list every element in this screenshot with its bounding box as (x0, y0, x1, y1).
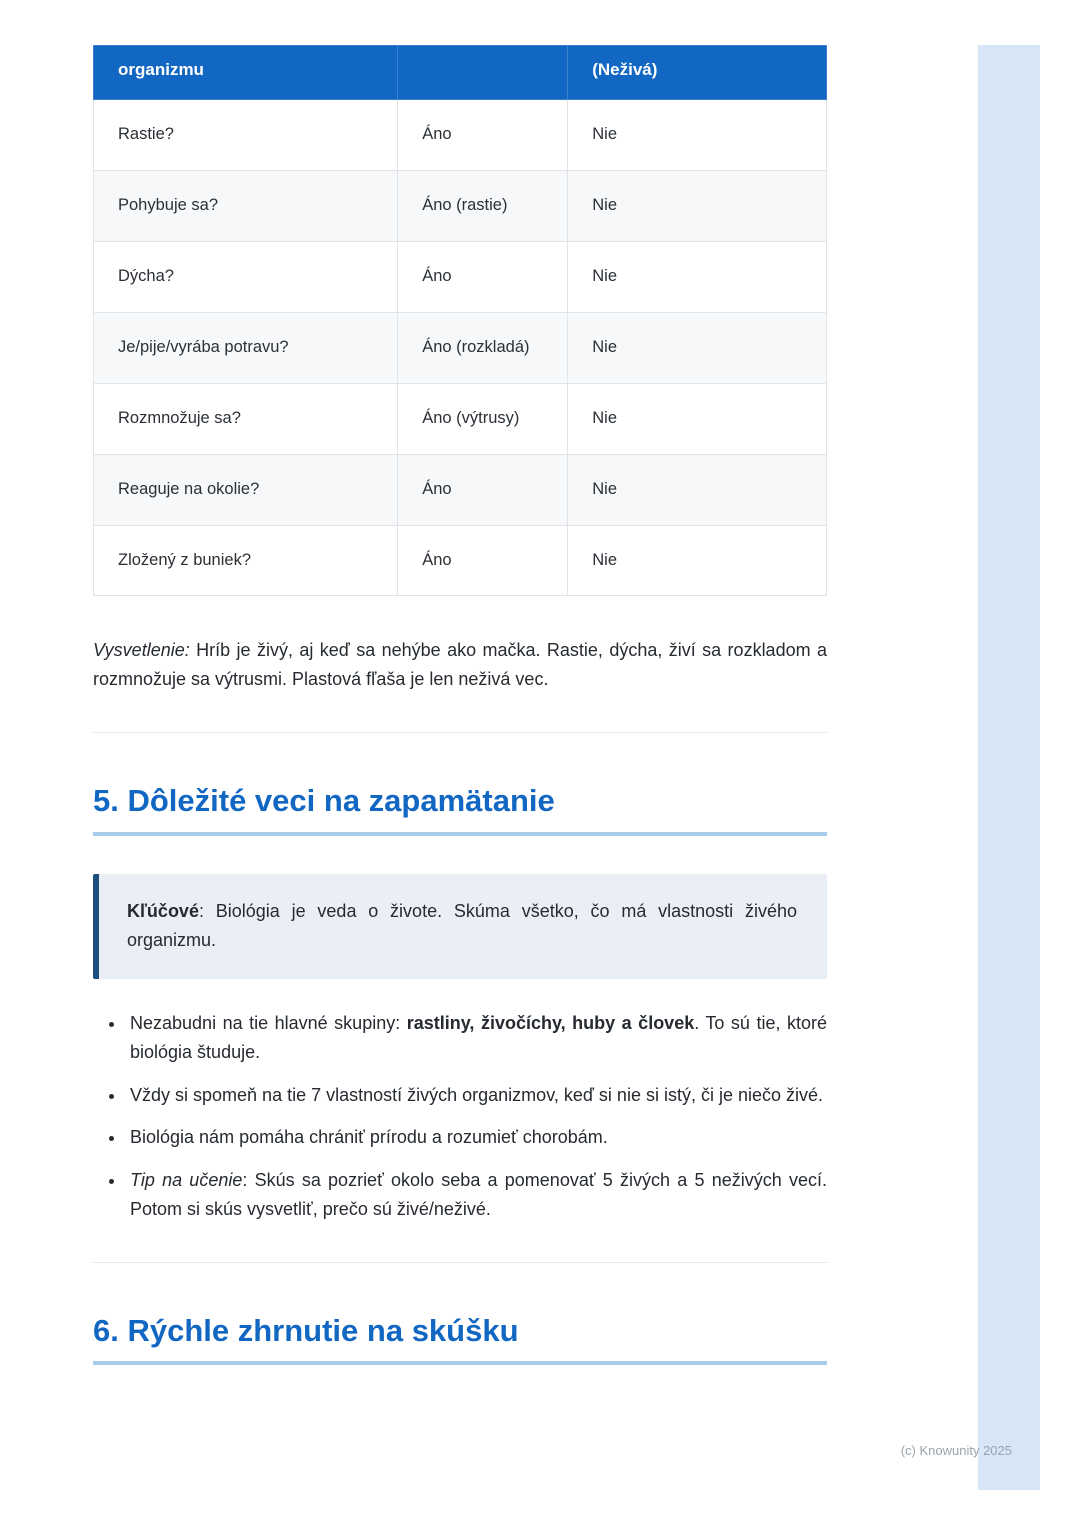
explanation-label: Vysvetlenie: (93, 640, 190, 661)
callout-label: Kľúčové (127, 900, 199, 921)
key-points-list (93, 1009, 827, 1224)
nonliving-cell: Nie (568, 312, 827, 383)
bullet-text: . To sú tie, ktoré biológia študuje. (130, 1013, 827, 1062)
property-cell: Reaguje na okolie? (94, 454, 398, 525)
property-cell: Je/pije/vyrába potravu? (94, 312, 398, 383)
nonliving-cell: Nie (568, 383, 827, 454)
nonliving-cell: Nie (568, 100, 827, 171)
properties-comparison-table (93, 45, 827, 596)
living-cell: Áno (rozkladá) (398, 312, 568, 383)
list-item (126, 1123, 827, 1152)
nonliving-cell: Nie (568, 454, 827, 525)
table-row (94, 454, 827, 525)
table-row (94, 383, 827, 454)
table-row (94, 170, 827, 241)
section-5-title: 5. Dôležité veci na zapamätanie (93, 783, 827, 836)
living-cell: Áno (výtrusy) (398, 383, 568, 454)
key-point-callout (93, 874, 827, 979)
table-header-row (94, 46, 827, 100)
bullet-text: : Skús sa pozrieť okolo seba a pomenovať 5 živých a 5 neživých vecí. Potom si skús vysvetliť, prečo sú živé/neživé. (130, 1170, 827, 1220)
section-divider (93, 1262, 827, 1263)
table-row (94, 312, 827, 383)
bullet-text: Vždy si spomeň na tie 7 vlastností živých organizmov, keď si nie si istý, či je niečo živé. (130, 1084, 824, 1105)
table-row (94, 241, 827, 312)
bullet-italic-text: Tip na učenie (130, 1170, 243, 1191)
col-header-nonliving: (Neživá) (568, 46, 827, 100)
bullet-text: Biológia nám pomáha chrániť prírodu a rozumieť chorobám. (130, 1127, 608, 1148)
list-item (126, 1166, 827, 1224)
callout-text: : Biológia je veda o živote. Skúma všetko, čo má vlastnosti živého organizmu. (127, 900, 797, 951)
watermark-text: (c) Knowunity 2025 (900, 1443, 1012, 1458)
bullet-bold-text: rastliny, živočíchy, huby a človek (406, 1013, 695, 1034)
explanation-paragraph (93, 636, 827, 694)
section-divider (93, 732, 827, 733)
property-cell: Rastie? (94, 100, 398, 171)
nonliving-cell: Nie (568, 170, 827, 241)
col-header-property: organizmu (94, 46, 398, 100)
table-row (94, 525, 827, 596)
living-cell: Áno (398, 100, 568, 171)
living-cell: Áno (398, 241, 568, 312)
table-row (94, 100, 827, 171)
living-cell: Áno (398, 454, 568, 525)
bullet-text: Nezabudni na tie hlavné skupiny: (130, 1013, 407, 1034)
property-cell: Pohybuje sa? (94, 170, 398, 241)
living-cell: Áno (rastie) (398, 170, 568, 241)
living-cell: Áno (398, 525, 568, 596)
nonliving-cell: Nie (568, 241, 827, 312)
col-header-living (398, 46, 568, 100)
document-content (93, 45, 827, 1365)
list-item (126, 1081, 827, 1110)
section-6-title: 6. Rýchle zhrnutie na skúšku (93, 1313, 827, 1366)
list-item (126, 1009, 827, 1067)
property-cell: Zložený z buniek? (94, 525, 398, 596)
page-edge-strip (978, 45, 1040, 1490)
property-cell: Rozmnožuje sa? (94, 383, 398, 454)
property-cell: Dýcha? (94, 241, 398, 312)
explanation-text: Hríb je živý, aj keď sa nehýbe ako mačka. Rastie, dýcha, živí sa rozkladom a rozmnožuje sa výtrusmi. Plastová fľaša je len neživá vec. (93, 640, 827, 690)
nonliving-cell: Nie (568, 525, 827, 596)
